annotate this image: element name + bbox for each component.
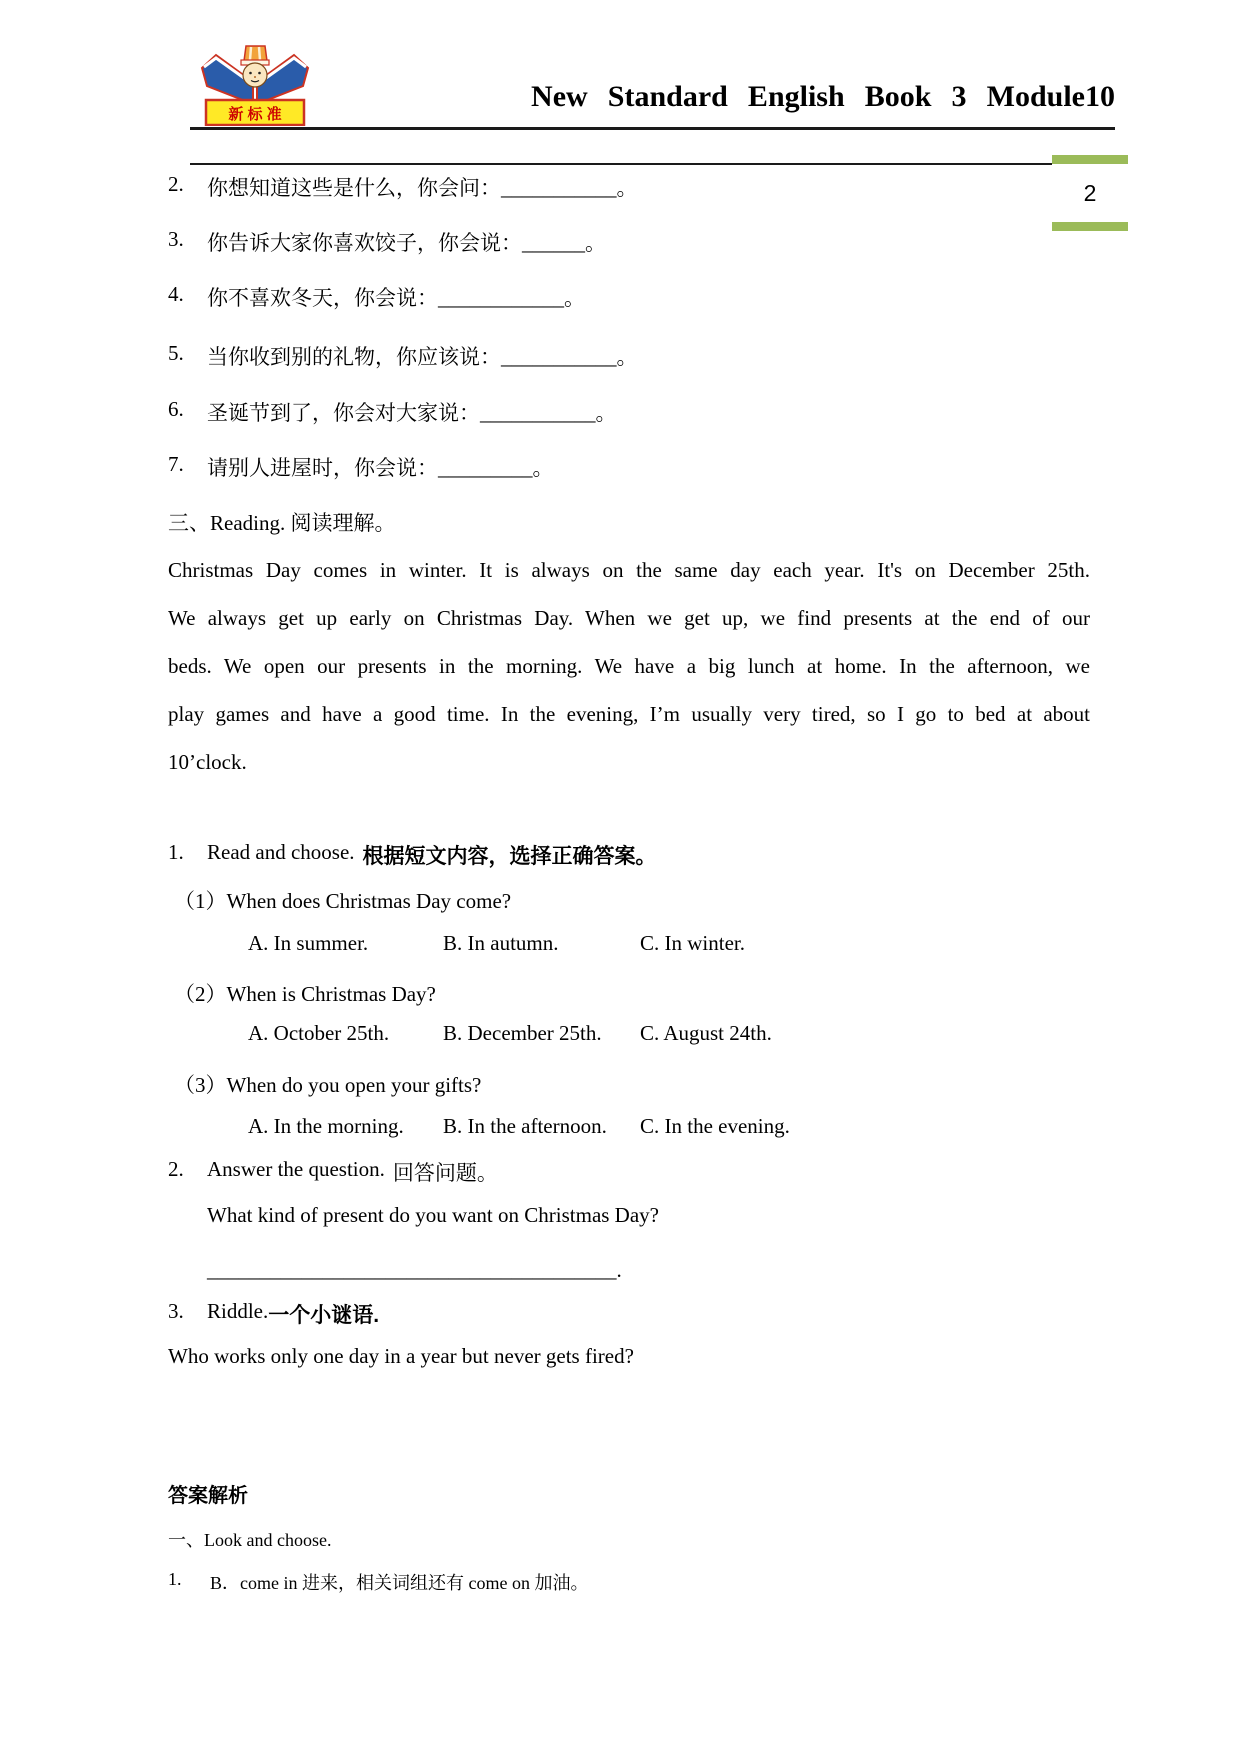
page-number-bottom-bar	[1052, 222, 1128, 231]
passage-line: Christmas Day comes in winter. It is always on the same day each year. It's on December 25th.	[168, 558, 1090, 582]
q2-question-text: What kind of present do you want on Christmas Day?	[207, 1203, 659, 1227]
answer-section-label: 一、Look and choose.	[168, 1530, 332, 1550]
sub-question-number: （2）	[174, 982, 227, 1006]
passage-line: play games and have a good time. In the evening, I’m usually very tired, so I go to bed at about	[168, 702, 1090, 726]
reading-q2-heading	[168, 1157, 498, 1187]
question-label-en: Answer the question.	[207, 1157, 385, 1181]
fill-question-5	[168, 341, 638, 371]
question-number: 5.	[168, 341, 184, 365]
riddle-text: Who works only one day in a year but never gets fired?	[168, 1344, 634, 1368]
passage-line: We always get up early on Christmas Day. When we get up, we find presents at the end of our	[168, 606, 1090, 630]
fill-question-3	[168, 227, 606, 257]
question-label-en: Read and choose.	[207, 840, 355, 864]
question-text: 你告诉大家你喜欢饺子，你会说：______。	[207, 231, 606, 255]
sub-question-3	[174, 1069, 481, 1099]
passage-line: beds. We open our presents in the morning. We have a big lunch at home. In the afternoon, we	[168, 654, 1090, 678]
option-a: A. In summer.	[248, 931, 369, 955]
header-rule	[190, 127, 1115, 130]
option-c: C. In the evening.	[640, 1114, 790, 1138]
question-number: 4.	[168, 282, 184, 306]
answer-text: B．come in 进来，相关词组还有 come on 加油。	[210, 1573, 589, 1593]
answer-section-1-heading	[168, 1526, 331, 1552]
question-text: 当你收到别的礼物，你应该说：___________。	[207, 345, 638, 369]
option-c: C. In winter.	[640, 931, 745, 955]
answer-item-1	[168, 1569, 588, 1595]
question-text: 请别人进屋时，你会说：_________。	[207, 456, 554, 480]
q2-answer-blank: _______________________________________.	[207, 1258, 622, 1282]
question-label-en: Riddle.	[207, 1299, 269, 1323]
reading-q1-heading	[168, 840, 657, 870]
question-number: 6.	[168, 397, 184, 421]
sub-question-text: When do you open your gifts?	[226, 1073, 482, 1097]
sub-question-number: （1）	[174, 889, 227, 913]
option-a: A. In the morning.	[248, 1114, 404, 1138]
question-text: 你不喜欢冬天，你会说：____________。	[207, 286, 585, 310]
fill-question-2	[168, 172, 638, 202]
new-standard-logo-icon	[198, 44, 312, 126]
page-title: New Standard English Book 3 Module10	[531, 80, 1115, 113]
answer-number: 1.	[168, 1569, 182, 1589]
sub-question-text: When is Christmas Day?	[226, 982, 436, 1006]
fill-question-6	[168, 397, 617, 427]
fill-question-7	[168, 452, 554, 482]
question-text: 你想知道这些是什么，你会问：___________。	[207, 176, 638, 200]
option-a: A. October 25th.	[248, 1021, 390, 1045]
question-number: 3.	[168, 227, 184, 251]
option-b: B. In autumn.	[443, 931, 559, 955]
sub-question-text: When does Christmas Day come?	[226, 889, 512, 913]
reading-q3-heading	[168, 1299, 379, 1329]
question-number: 2.	[168, 172, 184, 196]
content-top-rule	[190, 163, 1052, 165]
question-number: 2.	[168, 1157, 184, 1181]
question-number: 1.	[168, 840, 184, 864]
page-number-top-bar	[1052, 155, 1128, 164]
question-label-zh: 根据短文内容，选择正确答案。	[362, 845, 657, 868]
page-number-block	[1052, 155, 1128, 231]
option-b: B. In the afternoon.	[443, 1114, 607, 1138]
sub-question-2	[174, 978, 436, 1008]
page-number: 2	[1083, 180, 1097, 206]
sub-question-1	[174, 885, 511, 915]
reading-passage	[168, 546, 1090, 786]
question-number: 7.	[168, 452, 184, 476]
passage-line: 10’clock.	[168, 750, 247, 774]
sub-question-number: （3）	[174, 1073, 227, 1097]
question-label-zh: 一个小谜语.	[268, 1304, 380, 1327]
option-b: B. December 25th.	[443, 1021, 602, 1045]
logo-banner-text: 新 标 准	[228, 106, 282, 123]
question-number: 3.	[168, 1299, 184, 1323]
answer-analysis-heading: 答案解析	[168, 1485, 248, 1507]
question-label-zh: 回答问题。	[392, 1161, 498, 1185]
fill-question-4	[168, 282, 585, 312]
reading-section-heading: 三、Reading. 阅读理解。	[168, 511, 396, 535]
question-text: 圣诞节到了，你会对大家说：___________。	[207, 401, 617, 425]
option-c: C. August 24th.	[640, 1021, 772, 1045]
